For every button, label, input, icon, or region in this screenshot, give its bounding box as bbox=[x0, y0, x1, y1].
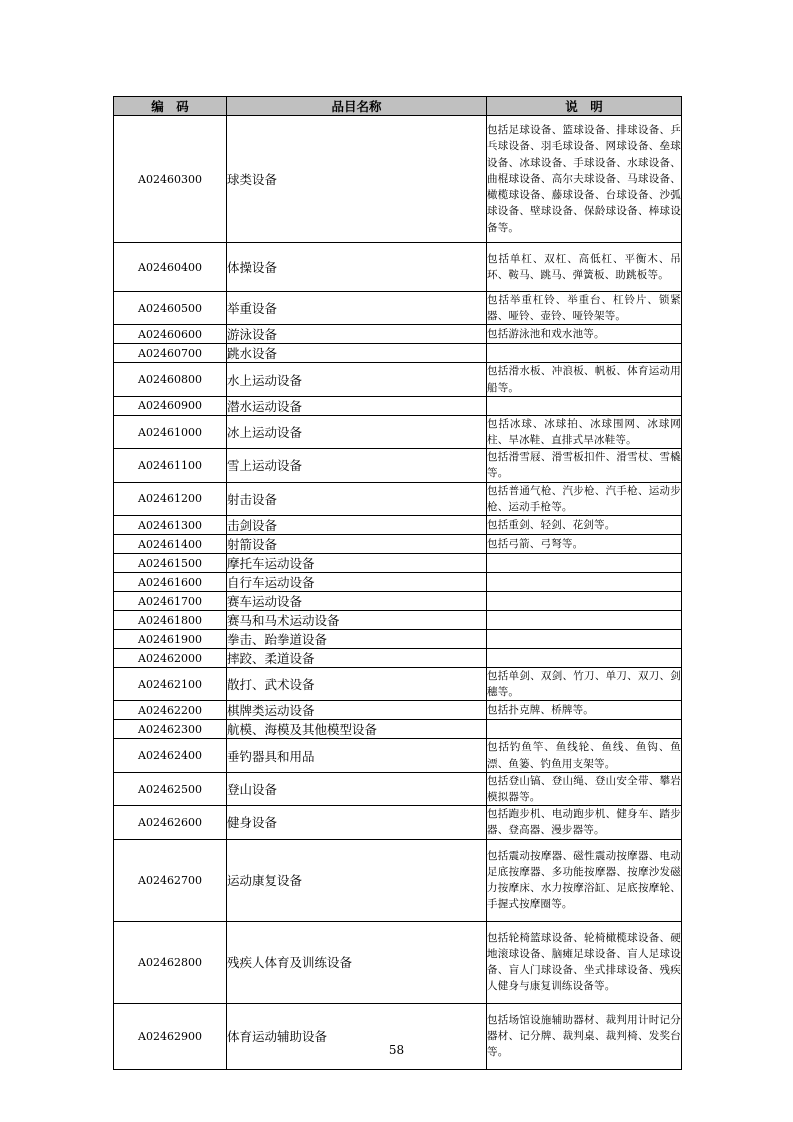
row-name: 球类设备 bbox=[227, 116, 487, 243]
row-name: 垂钓器具和用品 bbox=[227, 739, 487, 772]
row-name: 自行车运动设备 bbox=[227, 573, 487, 592]
row-desc bbox=[487, 592, 682, 611]
row-code: A02461900 bbox=[114, 630, 227, 649]
row-desc bbox=[487, 396, 682, 415]
row-name: 残疾人体育及训练设备 bbox=[227, 921, 487, 1003]
table-row bbox=[114, 839, 682, 921]
table-row bbox=[114, 325, 682, 344]
row-code: A02462100 bbox=[114, 668, 227, 701]
row-name: 体育运动辅助设备 bbox=[227, 1003, 487, 1069]
table-row bbox=[114, 449, 682, 482]
row-desc: 包括跑步机、电动跑步机、健身车、踏步器、登高器、漫步器等。 bbox=[487, 806, 682, 839]
row-code: A02460700 bbox=[114, 344, 227, 363]
table-row bbox=[114, 592, 682, 611]
row-name: 航模、海模及其他模型设备 bbox=[227, 720, 487, 739]
row-code: A02460800 bbox=[114, 363, 227, 396]
table-row bbox=[114, 921, 682, 1003]
table-row bbox=[114, 116, 682, 243]
row-code: A02460900 bbox=[114, 396, 227, 415]
table-row bbox=[114, 243, 682, 292]
table-row bbox=[114, 396, 682, 415]
row-code: A02460300 bbox=[114, 116, 227, 243]
row-code: A02462700 bbox=[114, 839, 227, 921]
row-code: A02461600 bbox=[114, 573, 227, 592]
row-desc bbox=[487, 611, 682, 630]
row-name: 潜水运动设备 bbox=[227, 396, 487, 415]
row-code: A02462500 bbox=[114, 772, 227, 805]
row-name: 游泳设备 bbox=[227, 325, 487, 344]
row-desc: 包括重剑、轻剑、花剑等。 bbox=[487, 516, 682, 535]
row-code: A02462600 bbox=[114, 806, 227, 839]
table-row bbox=[114, 516, 682, 535]
table-row bbox=[114, 701, 682, 720]
row-desc bbox=[487, 720, 682, 739]
row-code: A02462200 bbox=[114, 701, 227, 720]
row-code: A02461400 bbox=[114, 535, 227, 554]
row-desc: 包括足球设备、篮球设备、排球设备、乒乓球设备、羽毛球设备、网球设备、垒球设备、冰球设备、手球设备、水球设备、曲棍球设备、高尔夫球设备、马球设备、橄榄球设备、藤球设备、台球设备、沙弧球设备、壁球设备、保龄球设备、棒球设备等。 bbox=[487, 116, 682, 243]
row-name: 击剑设备 bbox=[227, 516, 487, 535]
header-desc: 说 明 bbox=[487, 97, 682, 116]
row-name: 雪上运动设备 bbox=[227, 449, 487, 482]
row-desc bbox=[487, 630, 682, 649]
table-row bbox=[114, 1003, 682, 1069]
table-row bbox=[114, 363, 682, 396]
row-code: A02461000 bbox=[114, 415, 227, 448]
row-code: A02460600 bbox=[114, 325, 227, 344]
row-name: 射箭设备 bbox=[227, 535, 487, 554]
row-code: A02462400 bbox=[114, 739, 227, 772]
row-code: A02461300 bbox=[114, 516, 227, 535]
row-code: A02462800 bbox=[114, 921, 227, 1003]
row-name: 登山设备 bbox=[227, 772, 487, 805]
table-row bbox=[114, 806, 682, 839]
row-name: 摔跤、柔道设备 bbox=[227, 649, 487, 668]
table-row bbox=[114, 772, 682, 805]
row-desc: 包括场馆设施辅助器材、裁判用计时记分器材、记分牌、裁判桌、裁判椅、发奖台等。 bbox=[487, 1003, 682, 1069]
row-desc: 包括游泳池和戏水池等。 bbox=[487, 325, 682, 344]
table-row bbox=[114, 668, 682, 701]
page-number: 58 bbox=[388, 1043, 405, 1057]
row-name: 拳击、跆拳道设备 bbox=[227, 630, 487, 649]
row-name: 赛车运动设备 bbox=[227, 592, 487, 611]
table-row bbox=[114, 573, 682, 592]
row-code: A02460400 bbox=[114, 243, 227, 292]
table-row bbox=[114, 611, 682, 630]
row-desc: 包括滑水板、冲浪板、帆板、体育运动用船等。 bbox=[487, 363, 682, 396]
row-name: 跳水设备 bbox=[227, 344, 487, 363]
row-name: 举重设备 bbox=[227, 292, 487, 325]
table-header-row bbox=[114, 97, 682, 116]
table-row bbox=[114, 720, 682, 739]
row-desc: 包括弓箭、弓弩等。 bbox=[487, 535, 682, 554]
row-desc: 包括单剑、双剑、竹刀、单刀、双刀、剑穗等。 bbox=[487, 668, 682, 701]
row-code: A02461500 bbox=[114, 554, 227, 573]
row-desc bbox=[487, 344, 682, 363]
row-code: A02462300 bbox=[114, 720, 227, 739]
table-row bbox=[114, 554, 682, 573]
row-desc: 包括冰球、冰球拍、冰球围网、冰球网柱、旱冰鞋、直排式旱冰鞋等。 bbox=[487, 415, 682, 448]
table-row bbox=[114, 630, 682, 649]
row-desc: 包括滑雪屐、滑雪板扣件、滑雪杖、雪橇等。 bbox=[487, 449, 682, 482]
row-desc: 包括震动按摩器、磁性震动按摩器、电动足底按摩器、多功能按摩器、按摩沙发磁力按摩床、水力按摩浴缸、足底按摩轮、手握式按摩圈等。 bbox=[487, 839, 682, 921]
row-desc bbox=[487, 573, 682, 592]
row-name: 赛马和马术运动设备 bbox=[227, 611, 487, 630]
row-name: 棋牌类运动设备 bbox=[227, 701, 487, 720]
header-code: 编 码 bbox=[114, 97, 227, 116]
table-row bbox=[114, 292, 682, 325]
row-desc: 包括扑克牌、桥牌等。 bbox=[487, 701, 682, 720]
row-desc: 包括单杠、双杠、高低杠、平衡木、吊环、鞍马、跳马、弹簧板、助跳板等。 bbox=[487, 243, 682, 292]
table-row bbox=[114, 415, 682, 448]
row-code: A02460500 bbox=[114, 292, 227, 325]
row-name: 健身设备 bbox=[227, 806, 487, 839]
row-code: A02461800 bbox=[114, 611, 227, 630]
row-name: 摩托车运动设备 bbox=[227, 554, 487, 573]
row-code: A02461200 bbox=[114, 482, 227, 515]
row-code: A02461700 bbox=[114, 592, 227, 611]
row-code: A02462900 bbox=[114, 1003, 227, 1069]
row-desc: 包括普通气枪、汽步枪、汽手枪、运动步枪、运动手枪等。 bbox=[487, 482, 682, 515]
row-desc: 包括轮椅篮球设备、轮椅橄榄球设备、硬地滚球设备、脑瘫足球设备、盲人足球设备、盲人门球设备、坐式排球设备、残疾人健身与康复训练设备等。 bbox=[487, 921, 682, 1003]
row-desc: 包括举重杠铃、举重台、杠铃片、锁紧器、哑铃、壶铃、哑铃架等。 bbox=[487, 292, 682, 325]
table-row bbox=[114, 739, 682, 772]
table-row bbox=[114, 482, 682, 515]
table-row bbox=[114, 535, 682, 554]
row-name: 冰上运动设备 bbox=[227, 415, 487, 448]
row-desc bbox=[487, 554, 682, 573]
row-name: 运动康复设备 bbox=[227, 839, 487, 921]
row-name: 散打、武术设备 bbox=[227, 668, 487, 701]
row-code: A02462000 bbox=[114, 649, 227, 668]
row-code: A02461100 bbox=[114, 449, 227, 482]
row-name: 体操设备 bbox=[227, 243, 487, 292]
row-desc: 包括登山镐、登山绳、登山安全带、攀岩模拟器等。 bbox=[487, 772, 682, 805]
header-name: 品目名称 bbox=[227, 97, 487, 116]
row-desc bbox=[487, 649, 682, 668]
catalog-table bbox=[113, 96, 682, 1070]
table-row bbox=[114, 344, 682, 363]
row-desc: 包括钓鱼竿、鱼线轮、鱼线、鱼钩、鱼漂、鱼篓、钓鱼用支架等。 bbox=[487, 739, 682, 772]
row-name: 水上运动设备 bbox=[227, 363, 487, 396]
row-name: 射击设备 bbox=[227, 482, 487, 515]
table-row bbox=[114, 649, 682, 668]
